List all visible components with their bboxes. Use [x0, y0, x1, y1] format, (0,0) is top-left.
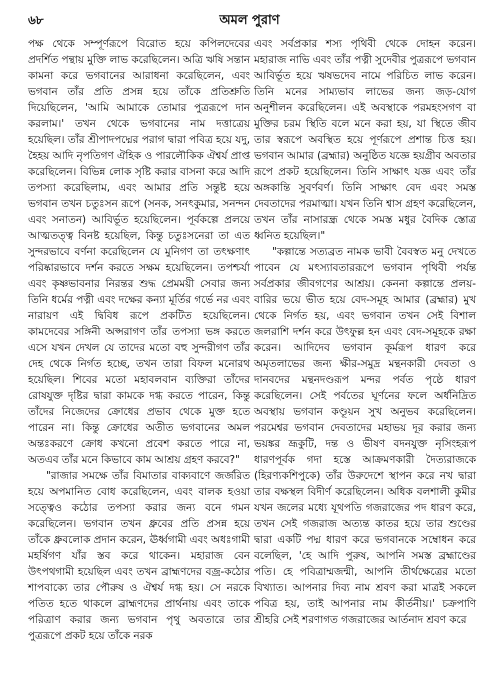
- page-number: ৬৮: [28, 13, 44, 27]
- right-column: [254, 36, 476, 628]
- page-header: [28, 10, 471, 32]
- body-paragraph: পক্ষ থেকে সম্পূর্ণরূপে বিরোত হয়ে কপিলদেবের প্রদর্শিত পন্থায় মুক্তি লাভ করেছিলেন। অত্রি ঋষি সন্তান কামনা করে ভগবানের আরাধনা করেছিলেন, এবং ভগবান তাঁর প্রতি প্রসন্ন হয়ে তাঁকে প্রতিশ্রুতি দিয়েছিলেন, 'আমি আমাকে তোমার পুত্ররূপে দান করলাম।' তখন থেকে ভগবানের নাম দত্তাত্রেয় হয়েছিল। তাঁর শ্রীপাদপদ্মের পরাগ দ্বারা পবিত্র হয়ে যদু, হৈহয় আদি নৃপতিগণ ঐহিক ও পারলৌকিক ঐশ্বর্য প্রাপ্ত করেছিলেন। বিভিন্ন লোক সৃষ্টি করার বাসনা করে আদি তপস্যা করেছিলাম, এবং আমার প্রতি সন্তুষ্ট হয়ে ভগবান তখন চতুঃসন রূপে (সনক, সনৎকুমার, সনন্দন এবং সনাতন) আবির্ভূত হয়েছিলেন। পূর্বকল্পে প্রলয়ে আত্মতত্ত্ব বিনষ্ট হয়েছিল, কিন্তু চতুঃসনেরা তা এত সুন্দরভাবে বর্ণনা করেছিলেন যে মুনিগণ তা তৎক্ষণাৎ পরিষ্কারভাবে দর্শন করতে সক্ষম হয়েছিলেন। তপশ্চর্যা এবং কৃষ্ণভাবনার নিরন্তর শুদ্ধ প্রেমময়ী সেবার জন্য তিনি ধর্মের পত্নী এবং দক্ষের কন্যা মূর্তির গর্ভে নর এবং নারায়ণ এই দ্বিবিধ রূপে প্রকটিত হয়েছিলেন। কামদেবের সঙ্গিনী অপ্সরাগণ তাঁর তপস্যা ভঙ্গ করতে এসে যখন দেখল যে তাদের মতো বহু সুন্দরীগণ তাঁর দেহ থেকে নির্গত হচ্ছে, তখন তারা বিফল মনোরথ হয়েছিল। শিবের মতো মহাবলবান ব্যক্তিরা তাঁদের রোষযুক্ত দৃষ্টির দ্বারা কামকে দগ্ধ করতে পারেন, কিন্তু তাঁদের নিজেদের ক্রোধের প্রভাব থেকে মুক্ত হতে পারেন না। কিন্তু ক্রোধের অতীত ভগবানের অমল অন্তঃকরণে ক্রোধ কখনো প্রবেশ করতে পারে না, অতএব তাঁর মনে কিভাবে কাম আশ্রয় গ্রহণ করবে?": [28, 38, 250, 466]
- body-paragraph: "কল্পান্তে সত্যব্রত নামক ভাবী বৈবস্বত মনু দেখতে পাবেন যে মৎস্যাবতাররূপে ভগবান পৃথিবী পর্যন্ত সর্বপ্রকার জীবগণের আশ্রয়। কেননা কল্পান্তে প্রলয়-বারির ভয়ে ভীত হয়ে বেদ-সমূহ আমার (ব্রহ্মার) মুখ থেকে নির্গত হয়, এবং ভগবান তখন সেই বিশাল জলরাশি দর্শন করে উৎফুল্ল হন এবং বেদ-সমূহকে রক্ষা করেন। আদিদেব ভগবান কূর্মরূপ ধারণ করে অমৃতলাভের জন্য ক্ষীর-সমুদ্র মন্থনকারী দেবতা ও দানবদের মন্থনদণ্ডরূপ মন্দর পর্বত পৃষ্ঠে ধারণ করেছিলেন। সেই পর্বতের ঘূর্ণনের ফলে অর্ধনিদ্রিত অবস্থায় ভগবান কণ্ডূয়ন সুখ অনুভব করেছিলেন। পরমেশ্বর ভগবান দেবতাদের মহাভয় দূর করার জন্য ভয়ঙ্কর ভ্রূকুটি, দন্ত ও ভীষণ বদনযুক্ত নৃসিংহরূপ ধারণপূর্বক গদা হস্তে আক্রমণকারী দৈত্যরাজকে (হিরণ্যকশিপুকে) তাঁর উরুদেশে স্থাপন করে নখ দ্বারা তার বক্ষস্থল বিদীর্ণ করেছিলেন। অধিক বলশালী কুমীর যখন জলের মধ্যে যূথপতি গজরাজের পদ ধারণ করে, তখন সেই গজরাজ অত্যন্ত কাতর হয়ে তার শুণ্ডের দ্বারা একটি পদ্ম ধারণ করে ভগবানকে সম্বোধন করে বলেছিল, 'হে আদি পুরুষ, আপনি সমস্ত ব্রহ্মাণ্ডের পতি। হে পবিত্রাম্মজন্মী, আপনি তীর্থক্ষেত্রের মতো বিখ্যাত। আপনার দিব্য নাম শ্রবণ করা মাত্রই সকলে পবিত্র হয়, তাই আপনার নাম কীর্তনীয়।' চক্রপাণি শ্রীহরি সেই শরণাগত গজরাজের আর্তনাদ শ্রবণ করে: [254, 246, 476, 626]
- body-paragraph: "রাজার সমক্ষে তাঁর বিমাতার বাক্যবাণে জর্জরিত হয়ে অপমানিত বোধ করেছিলেন, এবং বালক হওয়া সত্ত্বেও কঠোর তপস্যা করার জন্য বনে গমন করেছিলেন। ভগবান তখন ধ্রুবের প্রতি প্রসন্ন হয়ে তাঁকে ধ্রুবলোক প্রদান করেন, ঊর্ধ্বগামী এবং অধঃগামী মহর্ষিগণ যাঁর স্তব করে থাকেন। মহারাজ বেন উৎপথগামী হয়েছিল এবং তখন ব্রাহ্মণদের বজ্র-কঠোর শাপবাক্যে তার পৌরুষ ও ঐশ্বর্য দগ্ধ হয়। সে নরকে পতিত হতে থাকলে ব্রাহ্মণদের প্রার্থনায় এবং তাকে পরিত্রাণ করার জন্য ভগবান পৃথু অবতারে তার পুত্ররূপে প্রকট হয়ে তাঁকে নরক: [28, 470, 251, 642]
- left-column: [28, 36, 250, 644]
- body-paragraph: এবং সর্বপ্রকার শস্য পৃথিবী থেকে দোহন করেন। মহারাজ নাভি এবং তাঁর পত্নী সুদেবীর পুত্ররূপে ভগবান আবির্ভূত হয়ে ঋষভদেব নামে পরিচিত লাভ করেন। তিনি মনের সাম্যভাব লাভের জন্য জড়-যোগ অনুশীলন করেছিলেন। এই অবস্থাকে পরমহংসগণ বা মুক্তির চরম স্থিতি বলে মনে করা হয়, যা স্থিতে জীব তার স্বরূপে অবস্থিত হয়ে পূর্ণরূপে প্রশান্ত চিত্ত হয়। ভগবান আমার (ব্রহ্মার) অনুষ্ঠিত যজ্ঞে হয়গ্রীব অবতার রূপে প্রকট হয়েছিলেন। তিনি সাক্ষাৎ যজ্ঞ এবং তাঁর অঙ্গকান্তি সুবর্ণবর্ণ। তিনি সাক্ষাৎ বেদ এবং সমস্ত দেবতাদের পরমাত্মা। যখন তিনি শ্বাস গ্রহণ করেছিলেন, তখন তাঁর নাসারন্ধ্র থেকে সমস্ত মধুর বৈদিক স্তোত্র ধ্বনিত হয়েছিল।": [254, 38, 476, 242]
- running-title: অমল পুরাণ: [219, 13, 280, 28]
